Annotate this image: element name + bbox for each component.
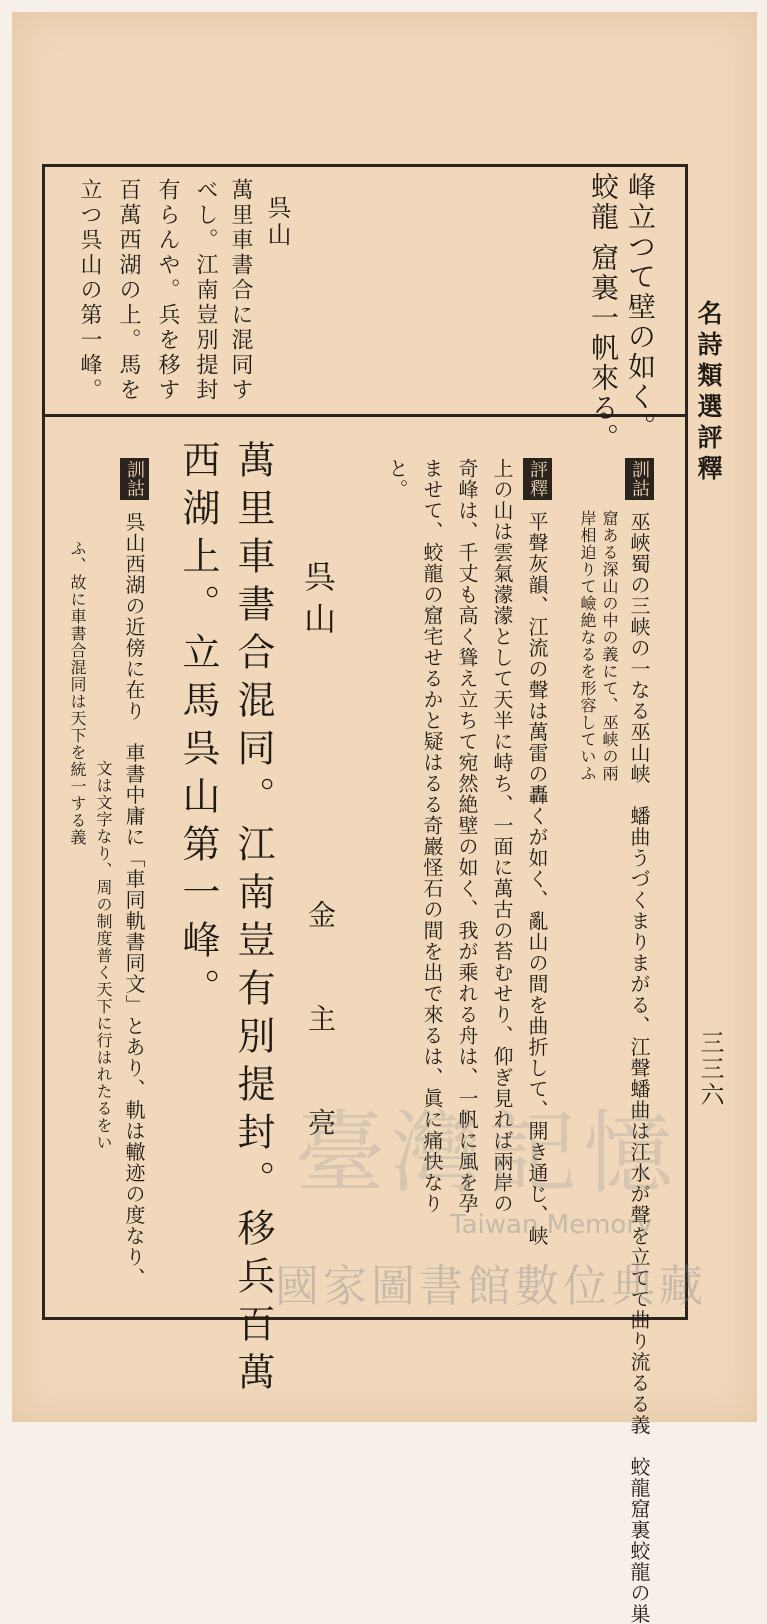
notes-1-column [625,458,654,1624]
page-number: 三三六 [696,1030,724,1108]
reading-line-5: 立つ呉山の第一峰。 [77,178,102,403]
notes-1-sub-2: 岸相迫りて嶮絶なるを形容していふ [578,510,597,782]
previous-poem-line-2: 蛟龍 窟裏一帆來る。 [587,172,620,453]
reading-title: 呉山 [263,195,291,249]
watermark-subtitle: Taiwan Memory [450,1210,653,1240]
notes-3-line-3: ふ、故に車書合混同は天下を統一する義 [68,540,87,846]
commentary-tag: 評釋 [523,458,552,500]
notes-3-line-1: 訓詁 呉山西湖の近傍に在り 車書中庸に「車同軌書同文」とあり、軌は轍迹の度なり、 [120,458,149,1288]
notes-3-line-2: 文は文字なり、周の制度普く天下に行はれたるをい [94,760,113,1151]
notes-1-sub-1: 窟ある深山の中の義にて、巫峡の兩 [600,510,619,782]
reading-line-2: べし。江南豈別提封 [193,178,218,403]
commentary-line-3: 奇峰は、千丈も高く聳え立ちて宛然絶壁の如く、我が乘れる舟は、一帆に風を孕 [455,458,479,1214]
reading-line-1: 萬里車書合に混同す [228,178,253,403]
notes-3-tag: 訓詁 [120,458,149,500]
commentary-line-1: 評釋 平聲灰韻、江流の聲は萬雷の轟くが如く、亂山の間を曲折して、開き通じ、峡 [523,458,552,1246]
watermark-seal: 臺灣記憶 [295,1101,679,1206]
notes-1-text: 巫峽蜀の三峡の一なる巫山峡 蟠曲うづくまりまがる、江聲蟠曲は江水が聲を立てて曲り流るる義 蛟龍窟裏蛟龍の巣 [627,511,651,1624]
watermark-text: 國家圖書館數位典藏 [275,1261,707,1312]
poem-author: 金 主 亮 [304,900,337,1160]
reading-line-3: 有らんや。兵を移す [155,178,180,403]
previous-poem-line-1: 峰立つて壁の如く。 [624,172,657,442]
notes-1-tag: 訓詁 [625,458,654,500]
reading-line-4: 百萬西湖の上。馬を [116,178,141,403]
commentary-line-4: ませて、蛟龍の窟宅せるかと疑はるる奇巖怪石の間を出で來るは、眞に痛快なり [420,458,444,1214]
poem-line-1: 萬里車書合混同。江南豈有別提封。移兵百萬 [231,440,275,1400]
running-header: 名詩類選評釋 [694,300,723,486]
poem-title: 呉山 [299,560,337,644]
commentary-line-5: と。 [385,458,409,500]
commentary-line-2: 上の山は雲氣濛濛として天半に峙ち、一面に萬古の苔むせり、仰ぎ見れば兩岸の [490,458,514,1214]
poem-line-2: 西湖上。立馬呉山第一峰。 [176,440,220,1016]
